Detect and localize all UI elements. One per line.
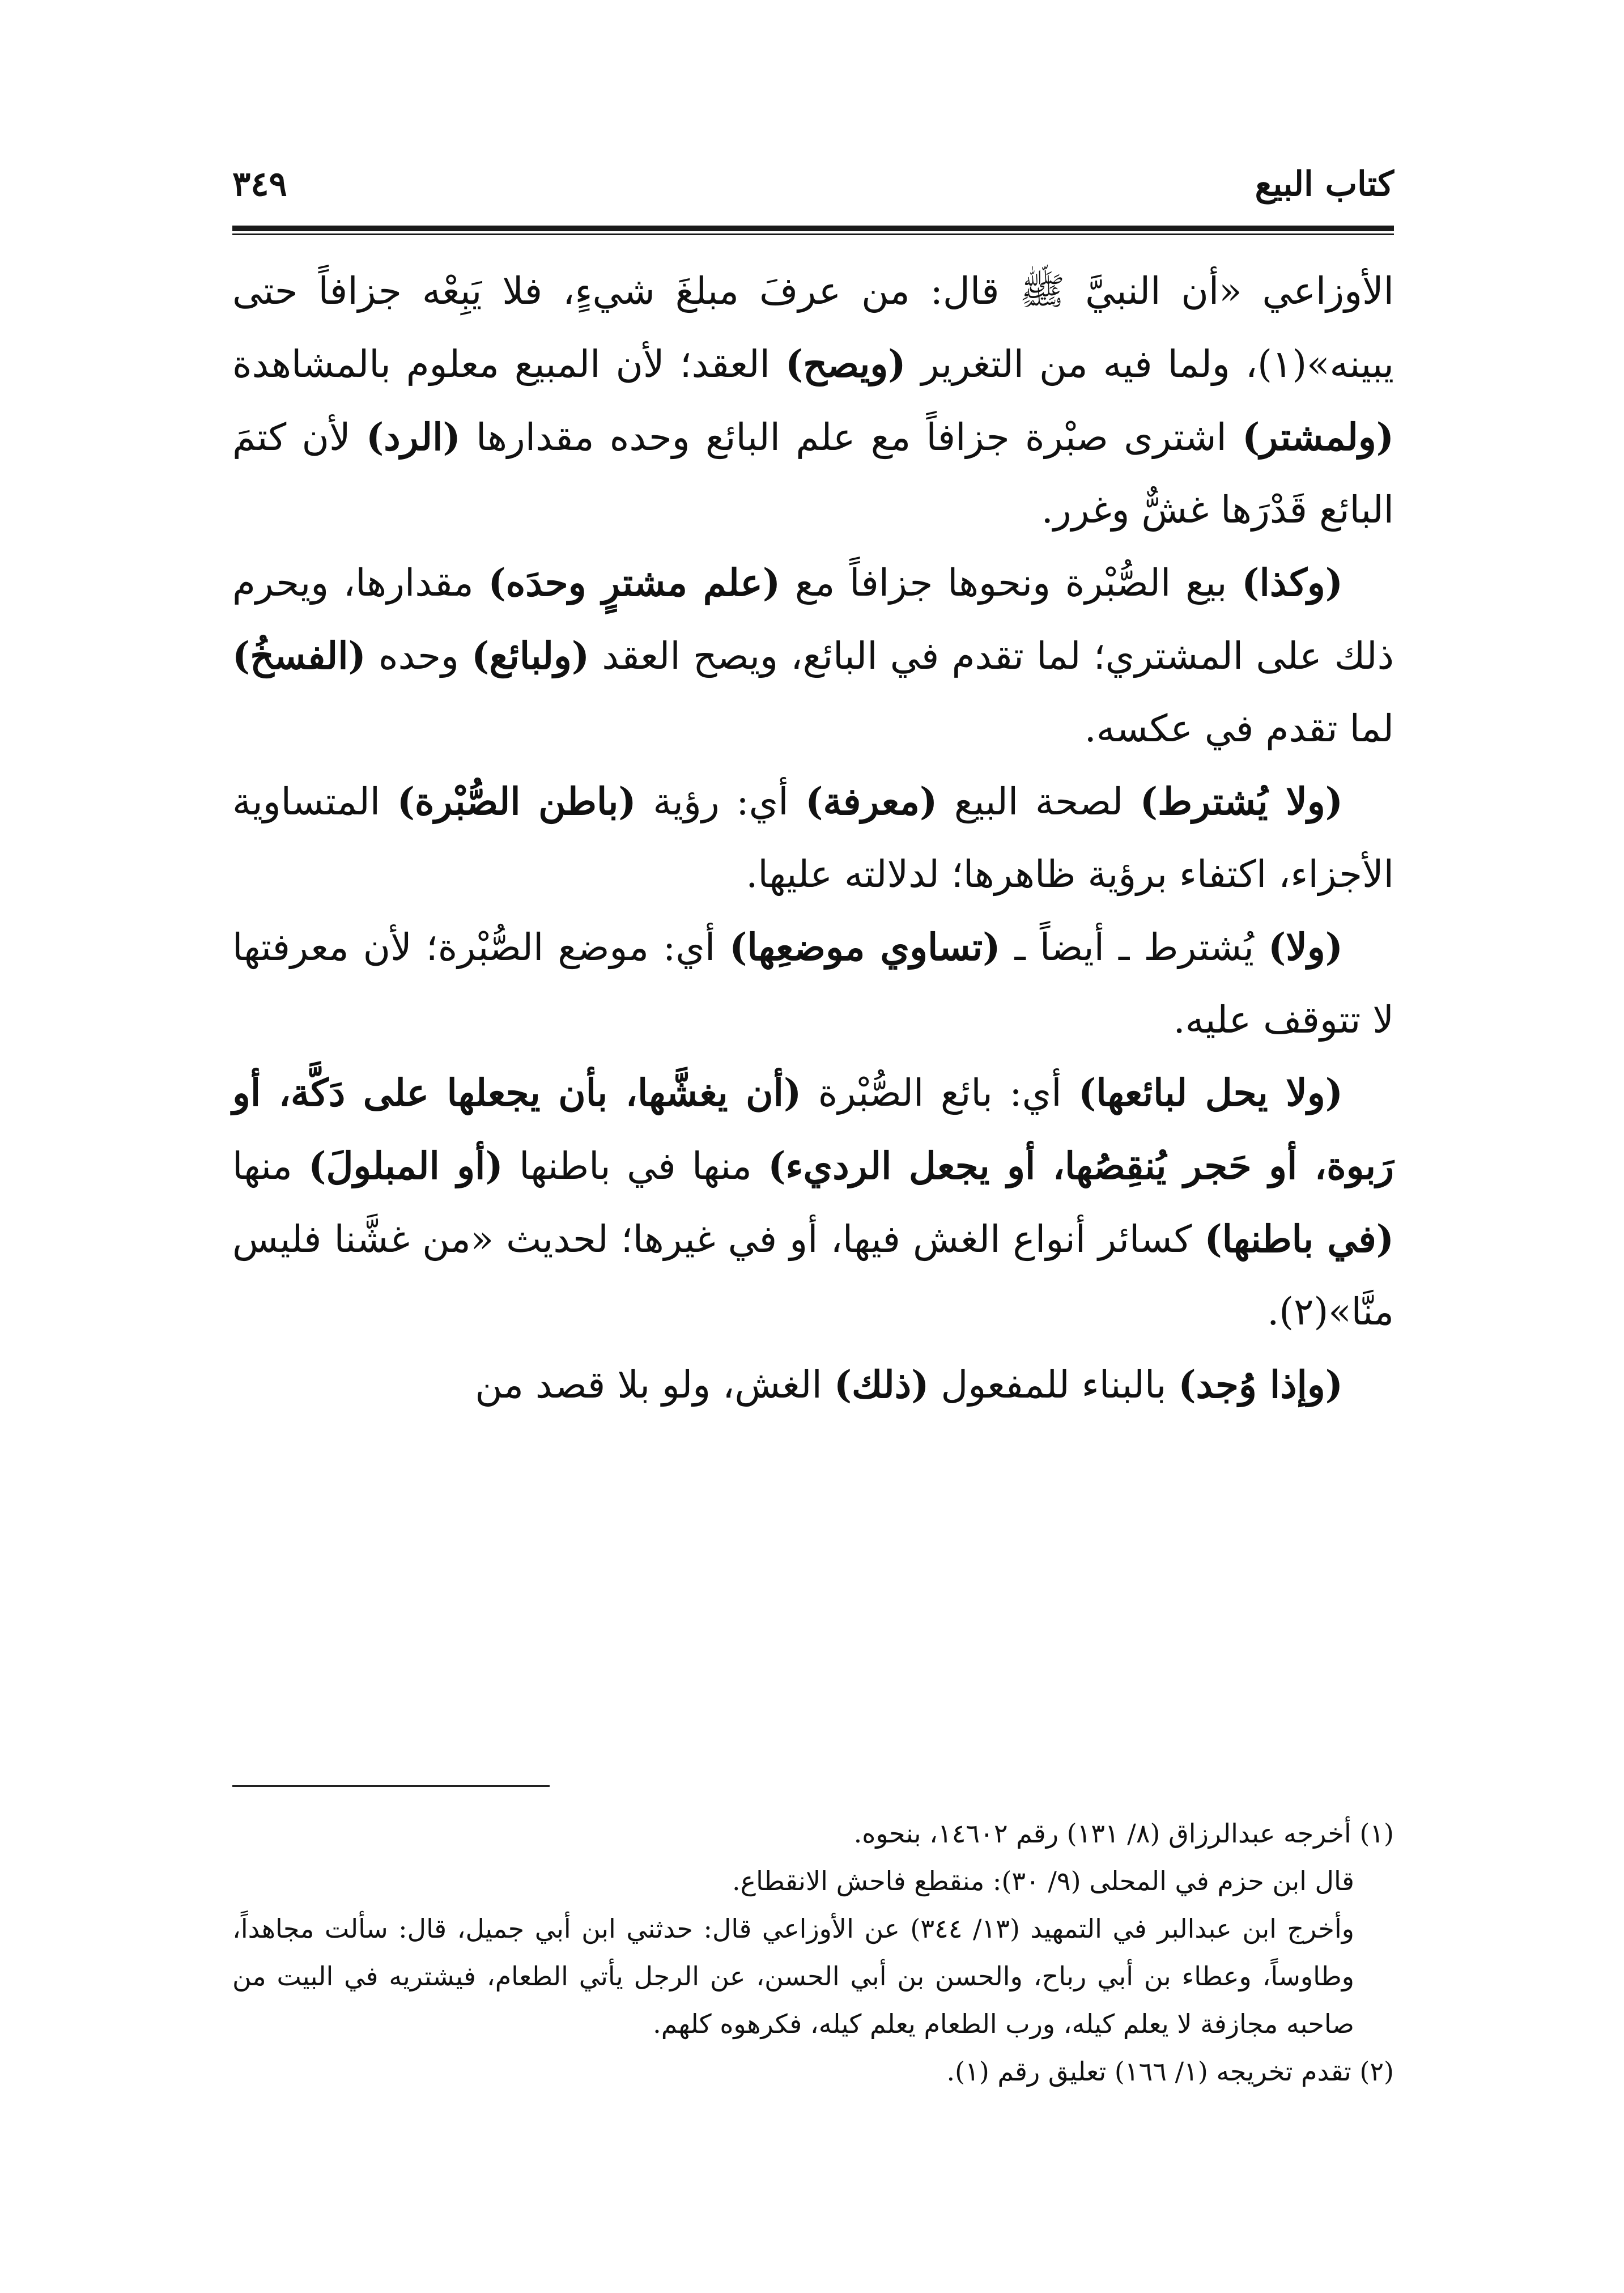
text-run: لما تقدم في عكسه.	[1084, 707, 1394, 750]
text-run: أي: بائع الصُّبْرة	[801, 1071, 1079, 1115]
bold-term: (أن يغشَّها، بأن يجعلها على دَكَّة، أو رَبوة، أو حَجر يُنقِصُها، أو يجعل الرديء)	[232, 1071, 1395, 1188]
text-run: لصحة البيع	[937, 780, 1140, 823]
text-run: الأوزاعي «أن النبيَّ ﷺ قال: من عرفَ مبلغَ شيءٍ، فلا يَبِعْه جزافاً حتى يبينه»(١)، ولما فيه من التغرير	[232, 269, 1394, 386]
bold-term: (وكذا)	[1242, 560, 1343, 605]
bold-term: (ولمشتر)	[1242, 415, 1394, 459]
text-run: كسائر أنواع الغش فيها، أو في غيرها؛ لحديث «من غشَّنا فليس منَّا»(٢).	[232, 1217, 1394, 1334]
bold-term: (وإذا وُجد)	[1178, 1362, 1343, 1407]
text-run: اشترى صبْرة جزافاً مع علم البائع وحده مقدارها	[460, 415, 1243, 459]
bold-term: (علم مشترٍ وحدَه)	[488, 560, 781, 605]
page-number: ٣٤٩	[232, 164, 287, 204]
header-rule-thin	[232, 233, 1394, 235]
bold-term: (ولبائع)	[471, 634, 590, 678]
text-run: منها في باطنها	[503, 1144, 768, 1188]
text-run: بالبناء للمفعول	[929, 1363, 1179, 1407]
footnote: وأخرج ابن عبدالبر في التمهيد (١٣/ ٣٤٤) عن الأوزاعي قال: حدثني ابن أبي جميل، قال: سألت مجاهداً، وطاوساً، وعطاء بن أبي رباح، والحسن بن أبي الحسن، عن الرجل يأتي الطعام، فيشتريه في البيت من صاحبه مجازفة لا يعلم كيله، ورب الطعام يعلم كيله، فكرهوه كلهم.	[232, 1913, 1354, 2039]
bold-term: (الفسخُ)	[232, 634, 366, 678]
bold-term: (أو المبلولَ)	[308, 1144, 503, 1188]
paragraph	[232, 255, 1394, 546]
page-header	[232, 142, 1394, 221]
bold-term: (باطن الصُّبْرة)	[397, 779, 636, 823]
text-run: مقدارها، ويحرم ذلك على المشتري؛ لما تقدم في البائع، ويصح العقد	[232, 561, 1394, 678]
bold-term: (ذلك)	[834, 1362, 929, 1407]
running-title: كتاب البيع	[1255, 164, 1394, 204]
text-run: الغش، ولو بلا قصد من	[475, 1363, 834, 1407]
main-text	[232, 255, 1394, 1421]
bold-term: (الرد)	[365, 415, 461, 459]
bold-term: (تساوي موضعِها)	[729, 925, 1001, 969]
footnote: قال ابن حزم في المحلى (٩/ ٣٠): منقطع فاحش الانقطاع.	[732, 1866, 1354, 1896]
paragraph	[232, 765, 1394, 911]
text-run: لأن كتمَ البائع قَدْرَها غشٌّ وغرر.	[232, 415, 1394, 532]
paragraph	[232, 911, 1394, 1056]
bold-term: (ويصح)	[785, 342, 906, 386]
footnotes-section	[232, 1785, 1394, 2095]
bold-term: (في باطنها)	[1204, 1217, 1395, 1261]
header-rule	[232, 226, 1394, 231]
book-page	[232, 142, 1394, 2239]
text-run: العقد؛ لأن المبيع معلوم بالمشاهدة	[232, 342, 785, 386]
text-run: المتساوية الأجزاء، اكتفاء برؤية ظاهرها؛ لدلالته عليها.	[232, 780, 1394, 896]
paragraph	[232, 1348, 1394, 1421]
footnote-list	[232, 1810, 1394, 2095]
text-run: منها	[232, 1144, 309, 1188]
footnote: (١) أخرجه عبدالرزاق (٨/ ١٣١) رقم ١٤٦٠٢، بنحوه.	[853, 1818, 1394, 1849]
paragraph	[232, 546, 1394, 765]
text-run: يُشترط ـ أيضاً ـ	[1000, 925, 1269, 969]
bold-term: (ولا يحل لبائعها)	[1078, 1071, 1343, 1115]
bold-term: (ولا يُشترط)	[1140, 779, 1343, 823]
footnote-separator	[232, 1785, 550, 1787]
text-run: وحده	[365, 634, 472, 678]
footnote: (٢) تقدم تخريجه (١/ ١٦٦) تعليق رقم (١).	[946, 2056, 1394, 2087]
bold-term: (ولا)	[1268, 925, 1343, 969]
text-run: بيع الصُّبْرة ونحوها جزافاً مع	[780, 561, 1242, 605]
text-run: أي: رؤية	[636, 780, 806, 823]
text-run: أي: موضع الصُّبْرة؛ لأن معرفتها لا تتوقف عليه.	[232, 925, 1394, 1042]
paragraph	[232, 1056, 1394, 1348]
bold-term: (معرفة)	[805, 779, 938, 823]
